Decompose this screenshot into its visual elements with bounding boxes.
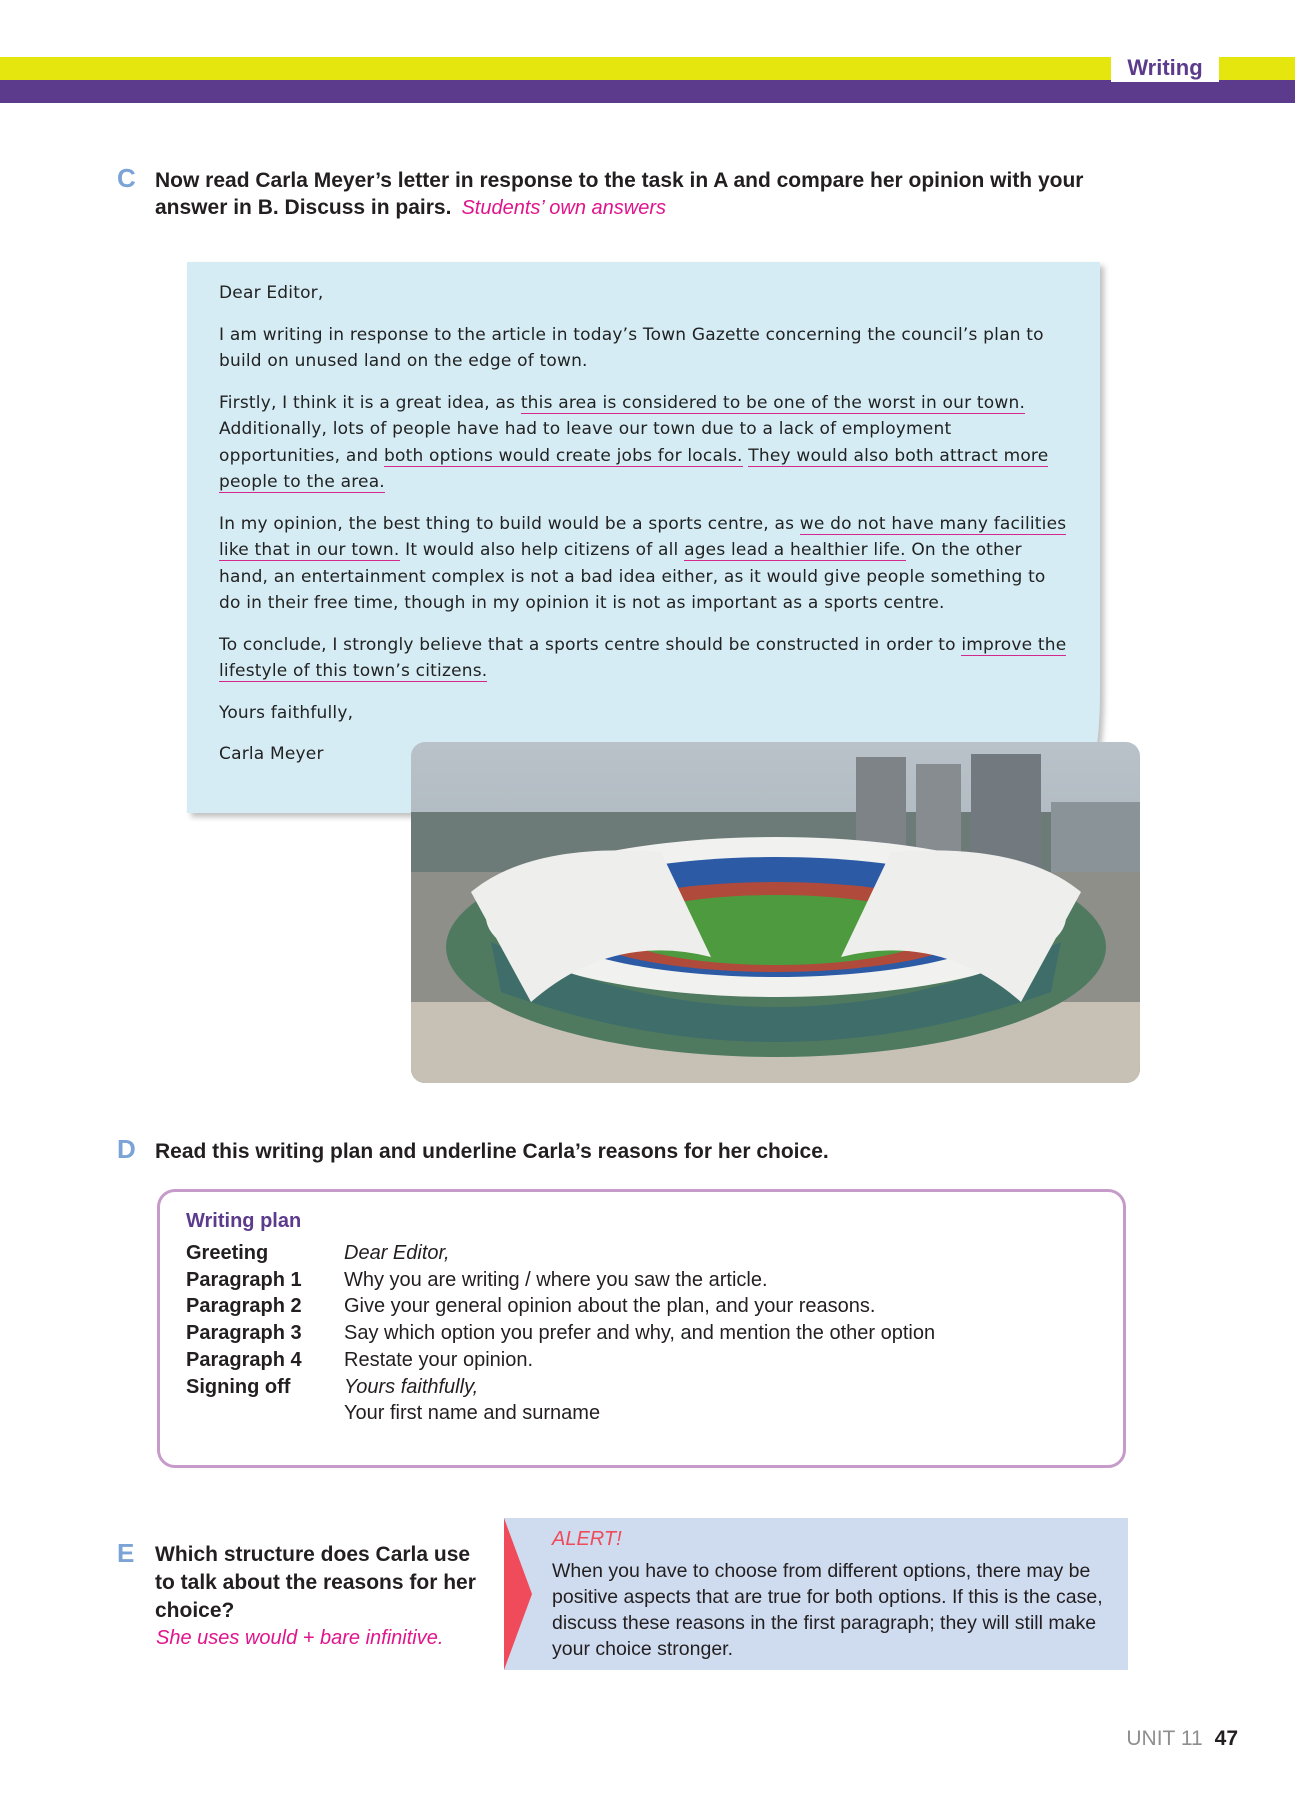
plan-row-label: Paragraph 1 <box>186 1268 302 1291</box>
plan-row-label: Paragraph 2 <box>186 1295 302 1318</box>
plan-row-value: Yours faithfully, <box>344 1375 479 1398</box>
letter-text-segment: In my opinion, the best thing to build would be a sports centre, as <box>219 513 800 534</box>
exercise-d-marker: D <box>117 1134 136 1164</box>
plan-row-label: Greeting <box>186 1242 269 1264</box>
underlined-reason: both options would create jobs for locals. <box>384 445 743 466</box>
stadium-photo <box>411 742 1140 1083</box>
letter-text-segment: I am writing in response to the article in today’s Town Gazette concerning the council’s plan to build on unused land on the edge of town. <box>219 324 1044 371</box>
letter-text-segment: Additionally, lots of people have had to leave our town due to a lack of employment opportunities, and <box>219 419 952 466</box>
letter-paragraph <box>219 632 1069 685</box>
underlined-reason: we do not have many facilities like that in our town. <box>219 513 1067 560</box>
letter-text-segment: Firstly, I think it is a great idea, as <box>219 392 521 413</box>
letter-text-segment: On the other hand, an entertainment complex is not a bad idea either, as it would give people something to do in their free time, though in my opinion it is not as important as a sports centre. <box>219 540 1046 613</box>
underlined-reason: this area is considered to be one of the worst in our town. <box>520 392 1026 413</box>
plan-row-label: Paragraph 3 <box>186 1322 302 1345</box>
letter-text-segment: Dear Editor, <box>219 283 324 303</box>
alert-body: When you have to choose from different options, there may be positive aspects that are true for both options. If this is the case, discuss these reasons in the first paragraph; they will still make your choice stronger. <box>552 1560 1103 1660</box>
page-footer <box>1126 1727 1238 1751</box>
header-bar-yellow <box>0 57 1295 80</box>
exercise-e-instruction: Which structure does Carla use to talk about the reasons for her choice? <box>155 1543 476 1622</box>
letter-text-segment: Yours faithfully, <box>219 702 354 723</box>
plan-row-value: Restate your opinion. <box>344 1348 534 1371</box>
letter-paragraph <box>219 700 1069 727</box>
letter-card <box>187 262 1100 813</box>
header-bar-purple <box>0 80 1295 103</box>
letter-body <box>219 280 1069 783</box>
underlined-reason: ages lead a healthier life. <box>684 540 906 560</box>
exercise-c-marker: C <box>117 163 136 193</box>
unit-label: UNIT 11 <box>1126 1727 1203 1750</box>
exercise-e-marker: E <box>117 1538 135 1568</box>
underlined-reason: improve the lifestyle of this town’s citizens. <box>219 634 1067 681</box>
letter-paragraph <box>219 280 1069 307</box>
plan-row-value: Give your general opinion about the plan, and your reasons. <box>344 1295 876 1318</box>
section-label: Writing <box>1111 52 1219 82</box>
writing-plan-box <box>157 1189 1126 1468</box>
exercise-c-answer: Students’ own answers <box>461 197 667 219</box>
letter-text-segment: To conclude, I strongly believe that a sports centre should be constructed in order to <box>219 634 962 655</box>
alert-box <box>504 1518 1128 1670</box>
letter-text-segment: Carla Meyer <box>219 744 324 764</box>
plan-row-value: Dear Editor, <box>344 1242 450 1264</box>
alert-arrow-icon <box>504 1518 532 1670</box>
exercise-e-answer: She uses would + bare infinitive. <box>156 1627 444 1649</box>
writing-plan-title: Writing plan <box>186 1210 302 1232</box>
exercise-c-instruction <box>155 167 1105 222</box>
plan-row-value: Say which option you prefer and why, and mention the other option <box>344 1322 936 1345</box>
alert-title: ALERT! <box>552 1528 622 1550</box>
plan-row-value: Your first name and surname <box>344 1402 601 1425</box>
page-number: 47 <box>1214 1727 1238 1750</box>
letter-paragraph <box>219 322 1069 375</box>
letter-paragraph <box>219 390 1069 496</box>
plan-row-label: Paragraph 4 <box>186 1348 302 1371</box>
exercise-d-instruction: Read this writing plan and underline Carla’s reasons for her choice. <box>155 1140 829 1163</box>
letter-paragraph <box>219 511 1069 617</box>
plan-row-value: Why you are writing / where you saw the article. <box>344 1268 768 1291</box>
underlined-reason: They would also both attract more people to the area. <box>219 445 1049 492</box>
exercise-c-text: Now read Carla Meyer’s letter in response to the task in A and compare her opinion with your answer in B. Discuss in pairs. <box>155 169 1084 219</box>
letter-text-segment: It would also help citizens of all <box>399 540 685 560</box>
plan-row-label: Signing off <box>186 1375 291 1398</box>
